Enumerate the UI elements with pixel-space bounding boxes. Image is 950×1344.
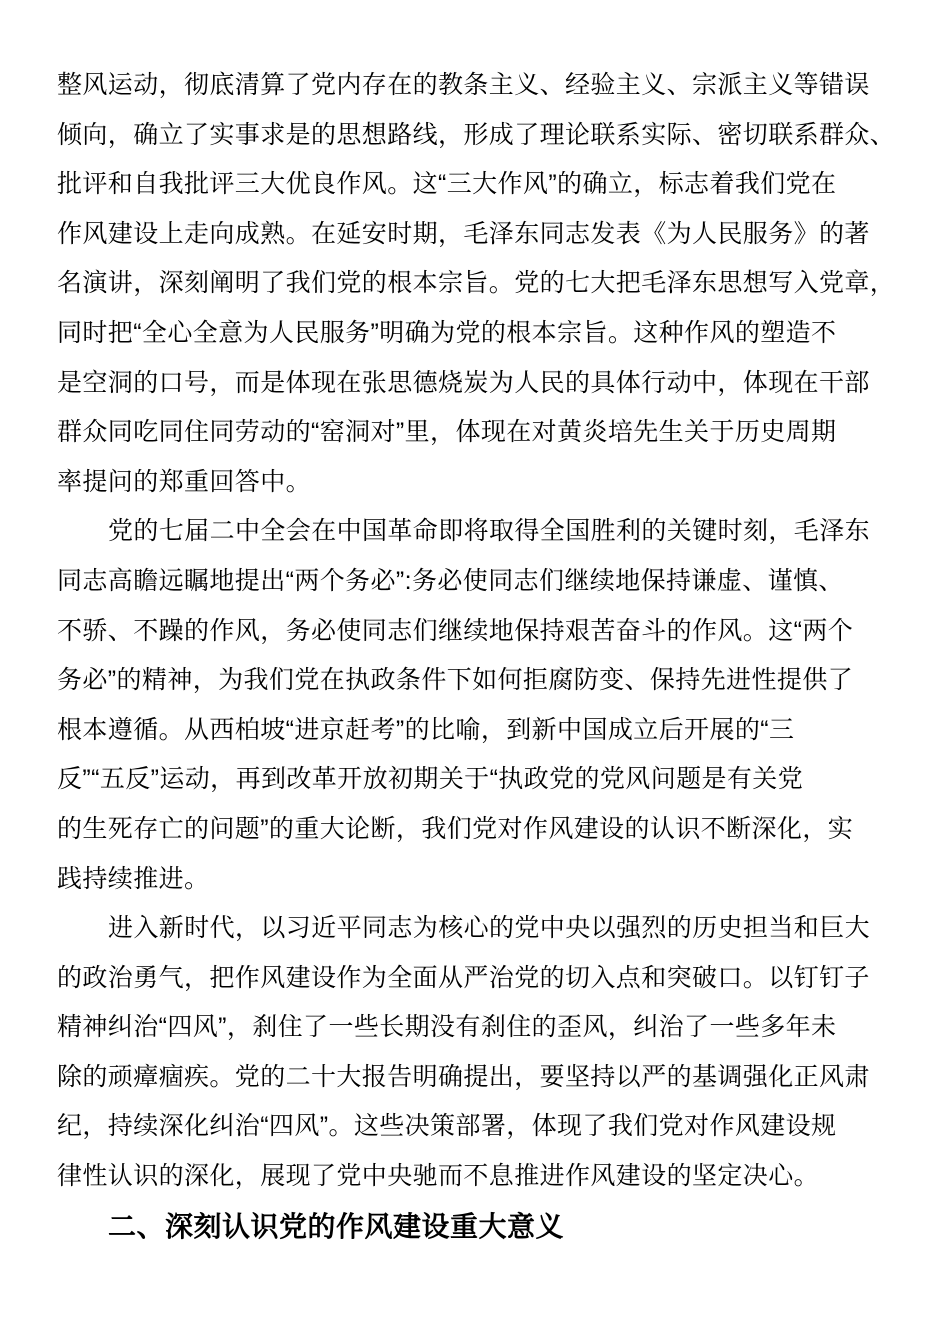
paragraph xyxy=(57,61,896,507)
text-line: 进入新时代，以习近平同志为核心的党中央以强烈的历史担当和巨大 xyxy=(108,914,871,943)
text-line: 不骄、不躁的作风，务必使同志们继续地保持艰苦奋斗的作风。这“两个 xyxy=(57,616,854,645)
text-line: 是空洞的口号，而是体现在张思德烧炭为人民的具体行动中，体现在干部 xyxy=(57,368,870,397)
text-line: 批评和自我批评三大优良作风。这“三大作风”的确立，标志着我们党在 xyxy=(57,170,837,199)
text-line: 作风建设上走向成熟。在延安时期，毛泽东同志发表《为人民服务》的著 xyxy=(57,219,870,248)
text-line: 群众同吃同住同劳动的“窑洞对”里，体现在对黄炎培先生关于历史周期 xyxy=(57,418,837,447)
text-line: 同志高瞻远瞩地提出“两个务必”:务必使同志们继续地保持谦虚、谨慎、 xyxy=(57,566,844,595)
text-line: 除的顽瘴痼疾。党的二十大报告明确提出，要坚持以严的基调强化正风肃 xyxy=(57,1062,870,1091)
text-line: 名演讲，深刻阐明了我们党的根本宗旨。党的七大把毛泽东思想写入党章， xyxy=(57,269,896,298)
text-line: 的政治勇气，把作风建设作为全面从严治党的切入点和突破口。以钉钉子 xyxy=(57,963,870,992)
text-line: 务必”的精神，为我们党在执政条件下如何拒腐防变、保持先进性提供了 xyxy=(57,666,854,695)
text-line: 率提问的郑重回答中。 xyxy=(57,467,312,496)
section-heading: 二、深刻认识党的作风建设重大意义 xyxy=(108,1210,565,1242)
document-body xyxy=(57,61,896,1202)
text-line: 倾向，确立了实事求是的思想路线，形成了理论联系实际、密切联系群众、 xyxy=(57,120,896,149)
text-line: 整风运动，彻底清算了党内存在的教条主义、经验主义、宗派主义等错误 xyxy=(57,71,870,99)
paragraph xyxy=(57,904,893,1202)
text-line: 反”“五反”运动，再到改革开放初期关于“执政党的党风问题是有关党 xyxy=(57,765,804,794)
text-line: 律性认识的深化，展现了党中央驰而不息推进作风建设的坚定决心。 xyxy=(57,1162,820,1191)
text-line: 根本遵循。从西柏坡“进京赶考”的比喻，到新中国成立后开展的“三 xyxy=(57,715,795,744)
text-line: 的生死存亡的问题”的重大论断，我们党对作风建设的认识不断深化，实 xyxy=(57,814,854,843)
text-line: 精神纠治“四风”，刹住了一些长期没有刹住的歪风，纠治了一些多年未 xyxy=(57,1013,837,1042)
text-line: 纪，持续深化纠治“四风”。这些决策部署，体现了我们党对作风建设规 xyxy=(57,1112,837,1141)
text-line: 践持续推进。 xyxy=(57,864,210,893)
paragraph xyxy=(57,507,893,904)
text-line: 党的七届二中全会在中国革命即将取得全国胜利的关键时刻，毛泽东 xyxy=(108,517,871,546)
text-line: 同时把“全心全意为人民服务”明确为党的根本宗旨。这种作风的塑造不 xyxy=(57,318,837,347)
